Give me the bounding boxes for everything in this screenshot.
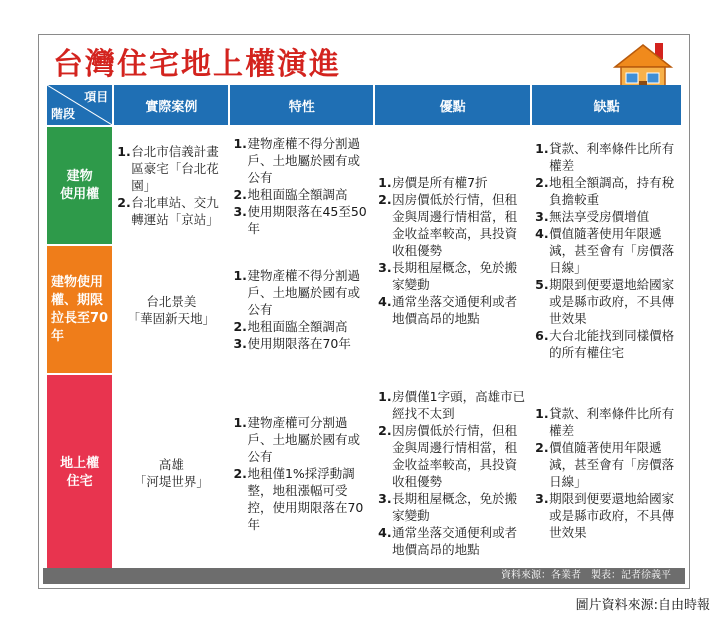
stage-label: 建物使用權、期限拉長至70年 — [51, 274, 109, 344]
item-number: 1. — [378, 174, 392, 190]
list-item — [378, 388, 527, 422]
item-text: 地租面臨全額調高 — [247, 319, 348, 334]
list-item — [378, 174, 527, 191]
stage-building-use — [47, 127, 112, 244]
cons-list — [535, 405, 678, 541]
header-pros: 優點 — [375, 85, 530, 125]
item-number: 1. — [233, 268, 247, 283]
item-text: 無法享受房價增值 — [549, 208, 650, 224]
item-text: 地租全額調高，持有稅負擔較重 — [549, 174, 675, 207]
item-text: 貸款、利率條件比所有權差 — [549, 406, 675, 438]
item-number: 1. — [535, 406, 549, 421]
shared-pros-cell — [375, 127, 530, 373]
item-text: 長期租屋概念，免於搬家變動 — [392, 259, 518, 292]
list-item — [535, 439, 678, 490]
case-text: 高雄 「河堤世界」 — [133, 457, 209, 489]
corner-item-label: 項目 — [84, 90, 109, 104]
item-number: 3. — [535, 208, 549, 224]
item-number: 3. — [378, 259, 392, 275]
item-text: 價值隨著使用年限遞減，甚至會有「房價落日線」 — [549, 225, 675, 275]
list-item — [535, 208, 678, 225]
item-number: 1. — [535, 140, 549, 156]
list-item — [535, 225, 678, 276]
list-item — [378, 422, 527, 490]
cons-list — [535, 140, 678, 361]
pros-list — [378, 174, 527, 327]
features-cell — [230, 375, 373, 571]
list-item — [535, 174, 678, 208]
case-cell — [114, 375, 228, 571]
stage-extended-70 — [47, 246, 112, 373]
list-item — [378, 259, 527, 293]
list-item — [535, 327, 678, 361]
source-footer — [43, 568, 685, 584]
item-number: 2. — [378, 423, 392, 438]
list-item — [233, 135, 370, 186]
pros-cell — [375, 375, 530, 571]
item-number: 2. — [535, 440, 549, 455]
item-number: 2. — [233, 319, 247, 334]
header-cons: 缺點 — [532, 85, 681, 125]
item-number: 4. — [378, 525, 392, 540]
features-list — [233, 414, 370, 533]
item-text: 台北市信義計畫區豪宅「台北花園」 — [131, 144, 219, 193]
list-item — [117, 194, 225, 228]
case-cell — [114, 246, 228, 373]
item-text: 大台北能找到同樣價格的所有權住宅 — [549, 327, 675, 360]
comparison-table — [45, 83, 683, 573]
list-item — [378, 191, 527, 259]
item-number: 2. — [378, 191, 392, 207]
item-number: 3. — [233, 203, 247, 219]
item-text: 因房價低於行情，但租金與周邊行情相當，租金收益率較高，具投資收租優勢 — [392, 191, 518, 258]
item-text: 期限到便要還地給國家或是縣市政府，不具傳世效果 — [549, 491, 675, 540]
stage-label: 地上權 住宅 — [60, 456, 100, 489]
image-credit: 圖片資料來源:自由時報 — [575, 598, 710, 613]
item-number: 1. — [378, 389, 392, 404]
item-number: 3. — [535, 491, 549, 506]
list-item — [233, 186, 370, 203]
item-text: 長期租屋概念，免於搬家變動 — [392, 491, 518, 523]
features-cell — [230, 246, 373, 373]
corner-header — [47, 85, 112, 125]
item-number: 3. — [378, 491, 392, 506]
infographic-frame — [38, 34, 690, 589]
item-number: 2. — [233, 186, 247, 202]
item-text: 價值隨著使用年限遞減，甚至會有「房價落日線」 — [549, 440, 675, 489]
item-text: 建物產權不得分割過戶、土地屬於國有或公有 — [247, 135, 360, 185]
shared-cons-cell — [532, 127, 681, 373]
source-text: 資料來源：各業者 製表：記者徐義平 — [501, 570, 671, 581]
item-text: 地租面臨全額調高 — [247, 186, 348, 202]
item-number: 1. — [233, 414, 247, 430]
item-text: 貸款、利率條件比所有權差 — [549, 140, 675, 173]
item-text: 通常坐落交通便利或者地價高昂的地點 — [392, 525, 518, 557]
list-item — [535, 490, 678, 541]
case-text: 台北景美 「華固新天地」 — [127, 293, 216, 326]
item-text: 台北車站、交九轉運站「京站」 — [131, 195, 219, 227]
item-number: 1. — [117, 144, 131, 159]
item-number: 1. — [233, 135, 247, 151]
stage-superficies-housing — [47, 375, 112, 571]
list-item — [378, 490, 527, 524]
list-item — [535, 140, 678, 174]
item-text: 通常坐落交通便利或者地價高昂的地點 — [392, 293, 518, 326]
list-item — [233, 414, 370, 465]
features-list — [233, 135, 370, 237]
item-text: 因房價低於行情，但租金與周邊行情相當，租金收益率較高，具投資收租優勢 — [392, 423, 518, 489]
list-item — [117, 143, 225, 194]
page-title: 台灣住宅地上權演進 — [53, 47, 341, 82]
item-text: 地租僅1%採浮動調整，地租漲幅可受控，使用期限落在70年 — [247, 465, 364, 532]
item-text: 使用期限落在45至50年 — [247, 203, 367, 236]
list-item — [233, 267, 370, 318]
header-case: 實際案例 — [114, 85, 228, 125]
item-text: 使用期限落在70年 — [247, 336, 351, 351]
list-item — [378, 524, 527, 558]
features-list — [233, 267, 370, 352]
corner-stage-label: 階段 — [51, 107, 76, 121]
item-text: 房價僅1字頭，高雄市已經找不太到 — [392, 389, 526, 421]
item-text: 房價是所有權7折 — [392, 174, 488, 190]
list-item — [233, 465, 370, 533]
item-number: 6. — [535, 327, 549, 343]
pros-list — [378, 388, 527, 558]
item-number: 4. — [378, 293, 392, 309]
stage-label: 建物 使用權 — [60, 168, 100, 202]
item-text: 期限到便要還地給國家或是縣市政府，不具傳世效果 — [549, 276, 675, 326]
item-number: 2. — [535, 174, 549, 190]
item-text: 建物產權不得分割過戶、土地屬於國有或公有 — [247, 268, 360, 317]
item-number: 5. — [535, 276, 549, 292]
list-item — [233, 318, 370, 335]
list-item — [378, 293, 527, 327]
cons-cell — [532, 375, 681, 571]
header-features: 特性 — [230, 85, 373, 125]
list-item — [233, 203, 370, 237]
item-number: 4. — [535, 225, 549, 241]
item-number: 3. — [233, 336, 247, 351]
list-item — [535, 276, 678, 327]
item-number: 2. — [233, 465, 247, 481]
list-item — [535, 405, 678, 439]
case-list — [117, 143, 225, 228]
list-item — [233, 335, 370, 352]
item-number: 2. — [117, 195, 131, 210]
features-cell — [230, 127, 373, 244]
case-cell — [114, 127, 228, 244]
item-text: 建物產權可分割過戶、土地屬於國有或公有 — [247, 414, 360, 464]
